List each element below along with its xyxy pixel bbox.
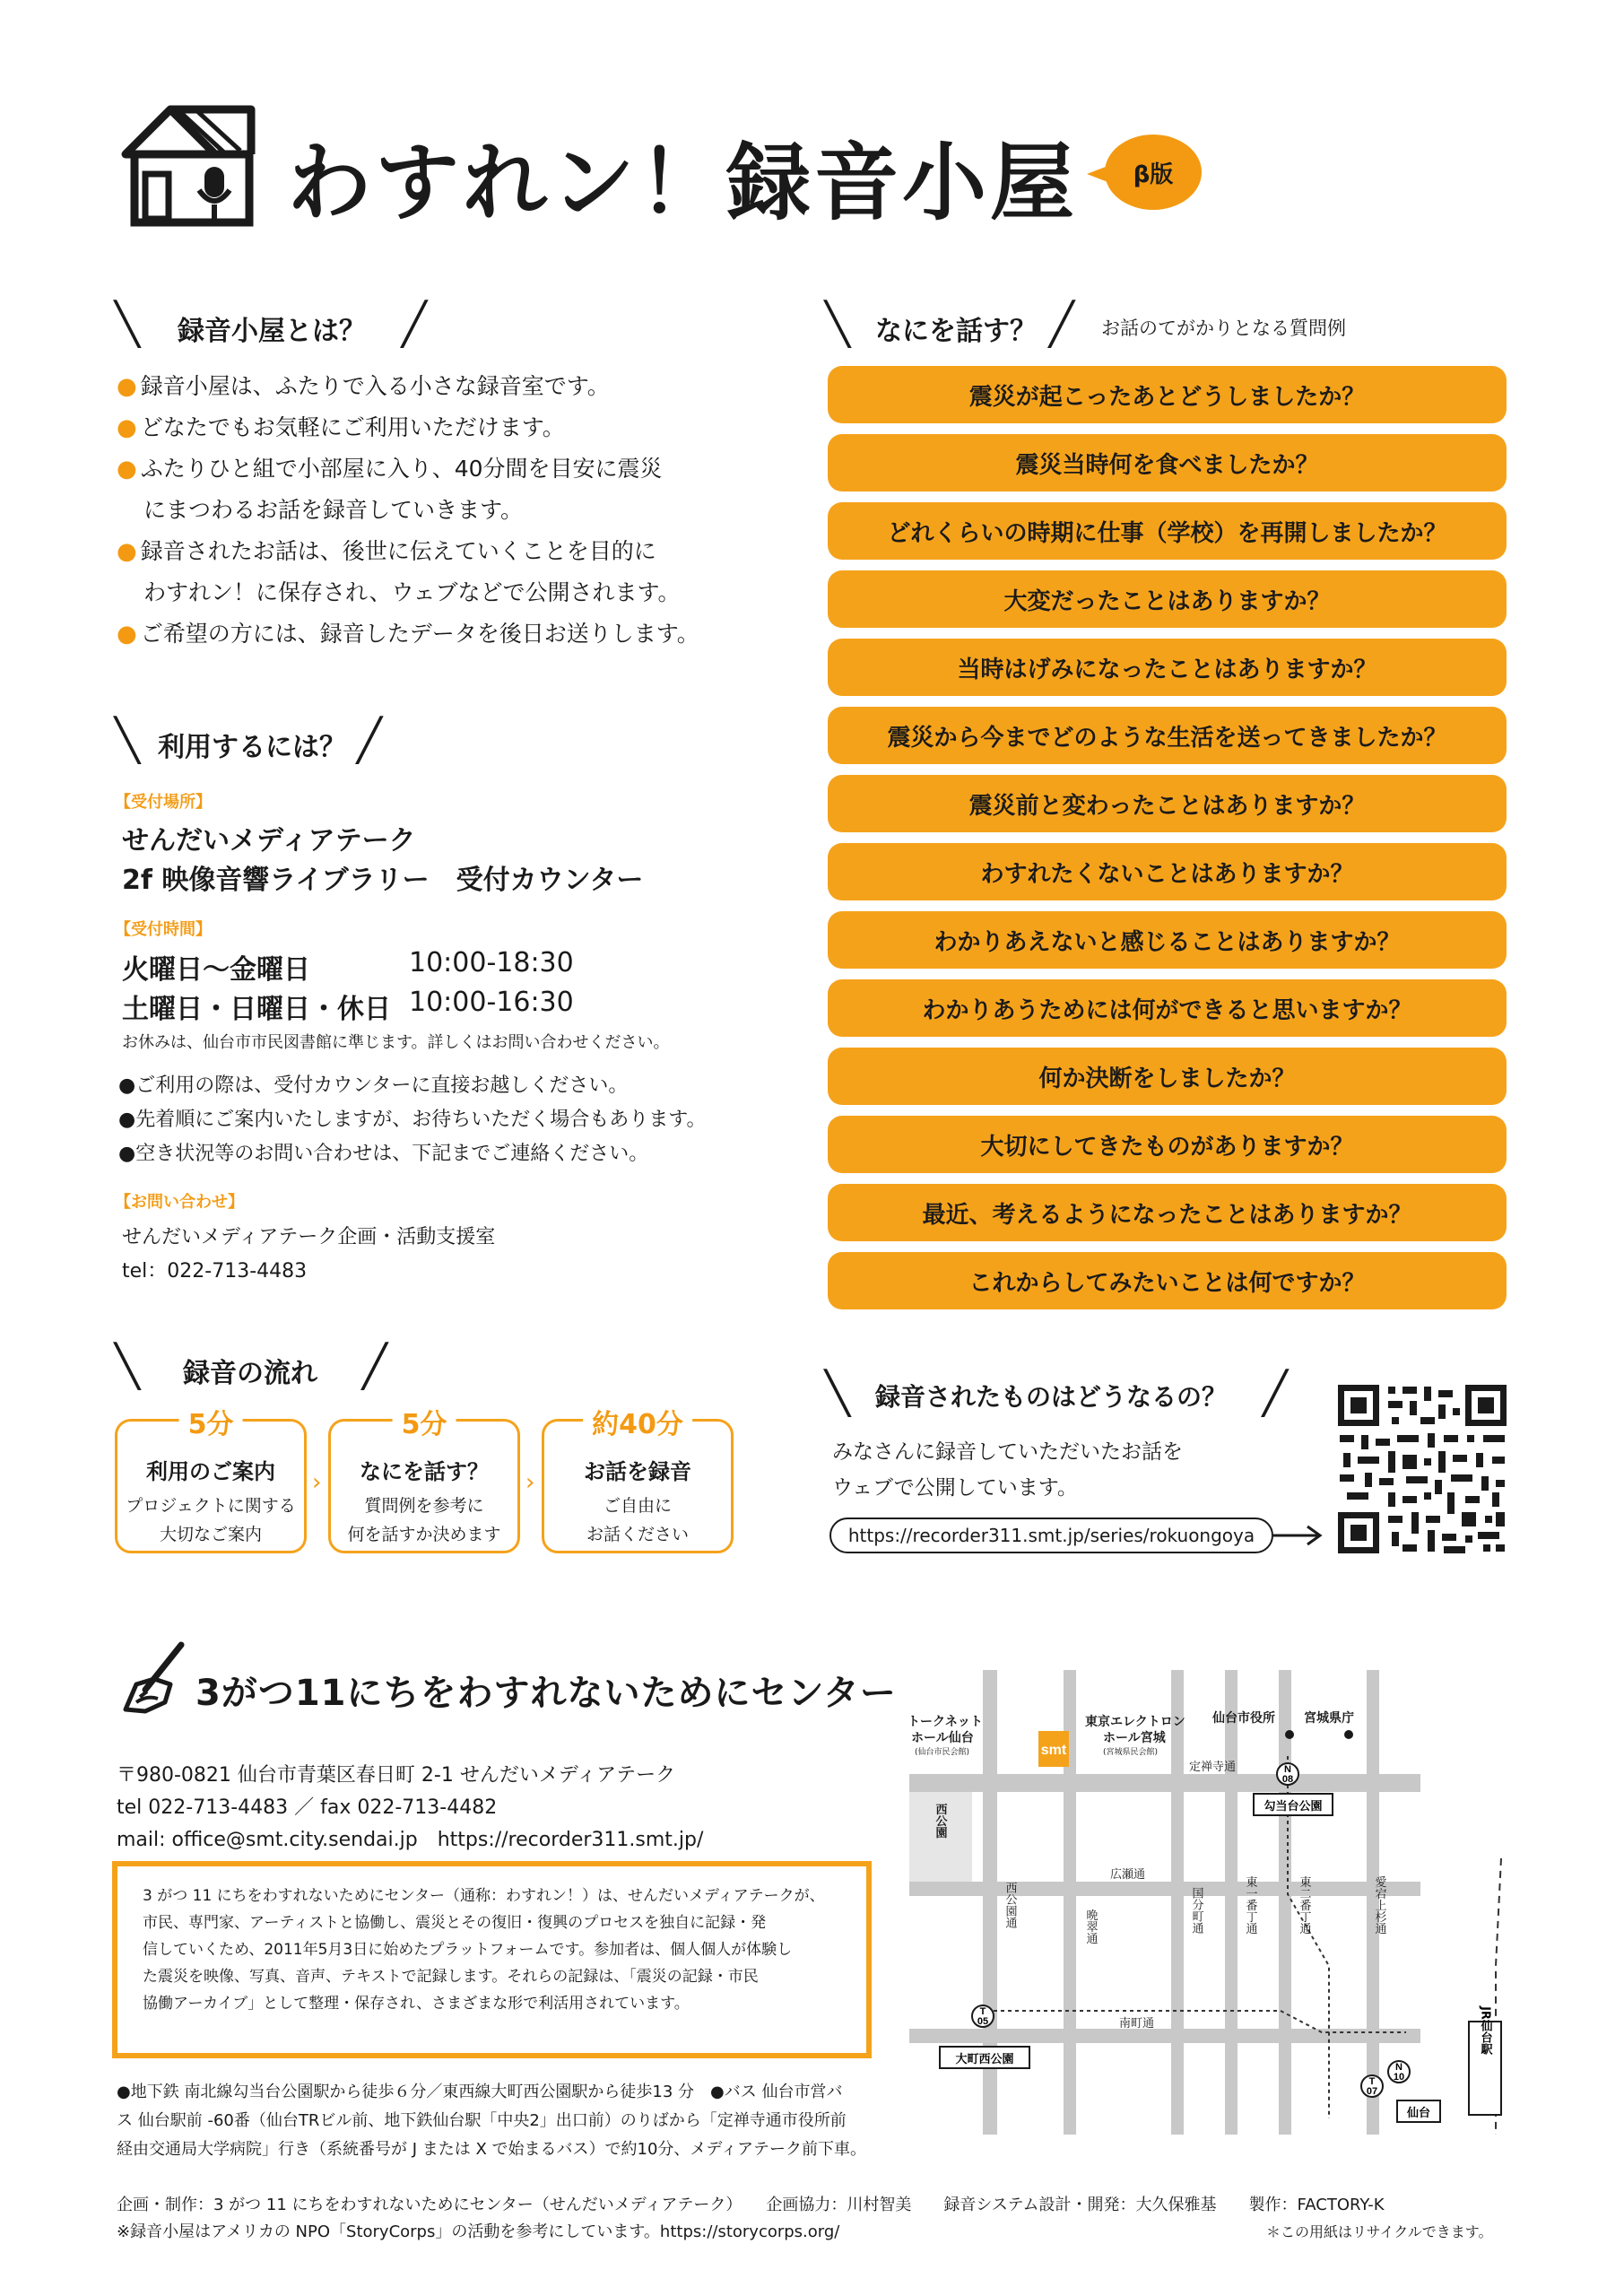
- after-heading: 録音されたものはどうなるの？: [875, 1382, 1228, 1412]
- smt-marker-label: smt: [1040, 1743, 1067, 1758]
- map-label-prefoffice: 宮城県庁: [1304, 1711, 1354, 1726]
- question-pill: 震災が起こったあとどうしましたか？: [828, 366, 1507, 423]
- question-pill: わかりあえないと感じることはありますか？: [828, 911, 1507, 969]
- place-line2: 2f 映像音響ライブラリー 受付カウンター: [122, 865, 644, 896]
- about-item: ● どなたでもお気軽にご利用いただけます。: [117, 414, 565, 441]
- qr-code-icon[interactable]: [1334, 1381, 1510, 1557]
- map-label-higashi2: 東二番丁通: [1297, 1875, 1311, 1935]
- question-pill: 震災前と変わったことはありますか？: [828, 775, 1507, 832]
- center-address: 〒980-0821 仙台市青葉区春日町 2-1 せんだいメディアテーク: [117, 1764, 676, 1787]
- about-heading: 録音小屋とは？: [178, 316, 366, 347]
- station-n10-number: 10: [1393, 2072, 1405, 2083]
- flow-arrow-icon: ›: [525, 1469, 535, 1496]
- flow-step-title: 利用のご案内: [146, 1459, 275, 1484]
- flow-step-title: お話を録音: [584, 1459, 691, 1484]
- map-label-kokubun: 国分町通: [1189, 1887, 1203, 1934]
- pen-hand-icon: [118, 1639, 188, 1715]
- flow-step-topic: [328, 1409, 520, 1553]
- prefoffice-dot-icon: [1344, 1730, 1353, 1739]
- usage-note: ●ご利用の際は、受付カウンターに直接お越しください。: [118, 1074, 629, 1097]
- map-label-higashi1: 東一番丁通: [1243, 1875, 1257, 1935]
- map-road-higashi1: [1225, 1670, 1238, 2135]
- access-map: [904, 1670, 1514, 2135]
- station-t05-letter: T: [979, 2006, 986, 2017]
- topics-subheading: お話のてがかりとなる質問例: [1101, 317, 1346, 339]
- question-pill: 何か決断をしましたか？: [828, 1048, 1507, 1105]
- about-item: ● 録音されたお話は、後世に伝えていくことを目的に: [117, 538, 656, 565]
- station-n08-number: 08: [1281, 1774, 1294, 1785]
- heading-slash-right: ╱: [357, 716, 382, 764]
- flow-step-time: 5分: [179, 1402, 243, 1441]
- map-label-tel1: 東京エレクトロン: [1085, 1715, 1185, 1729]
- map-label-cityhall: 仙台市役所: [1212, 1711, 1275, 1726]
- about-box-line: た震災を映像、写真、音声、テキストで記録します。それらの記録は、「震災の記録・市民: [143, 1968, 759, 1986]
- heading-slash-left: ╲: [825, 300, 850, 348]
- about-item: わすれン！に保存され、ウェブなどで公開されます。: [143, 579, 681, 605]
- map-road-higashi2: [1279, 1670, 1294, 2135]
- question-pill: どれくらいの時期に仕事（学校）を再開しましたか？: [828, 502, 1507, 560]
- about-box-line: 信していくため、2011年5月3日に始めたプラットフォームです。参加者は、個人個人が体験し: [143, 1941, 793, 1959]
- question-pill: これからしてみたいことは何ですか？: [828, 1252, 1507, 1309]
- station-t07-number: 07: [1366, 2086, 1378, 2097]
- page-title: わすれン！録音小屋: [287, 135, 1079, 232]
- usage-note: ●空き状況等のお問い合わせは、下記までご連絡ください。: [118, 1143, 649, 1165]
- flow-heading: 録音の流れ: [183, 1358, 317, 1389]
- access-line: ス 仙台駅前 -60番（仙台TRビル前、地下鉄仙台駅「中央2」出口前）のりばから「定禅寺通市役所前: [117, 2111, 847, 2130]
- weekend-hours: 10:00-16:30: [409, 987, 574, 1018]
- contact-org: せんだいメディアテーク企画・活動支援室: [122, 1226, 496, 1248]
- footer-credits: 企画・制作：3 がつ 11 にちをわすれないためにセンター（せんだいメディアテーク） 企画協力：川村智美 録音システム設計・開発：大久保雅基 製作：FACTORY-K: [117, 2196, 1385, 2214]
- topics-heading: なにを話す？: [875, 316, 1037, 347]
- heading-slash-right: ╱: [362, 1342, 387, 1390]
- place-line1: せんだいメディアテーク: [122, 825, 416, 857]
- usage-heading: 利用するには？: [158, 732, 346, 763]
- map-label-sendai: 仙台: [1406, 2107, 1431, 2120]
- map-label-minamimachi: 南町通: [1119, 2017, 1155, 2031]
- heading-slash-left: ╲: [825, 1369, 850, 1417]
- question-pill: 震災当時何を食べましたか？: [828, 434, 1507, 491]
- flow-step-record: [542, 1409, 734, 1553]
- question-pill: 最近、考えるようになったことはありますか？: [828, 1184, 1507, 1241]
- heading-slash-left: ╲: [115, 300, 140, 348]
- heading-slash-right: ╱: [1263, 1369, 1288, 1417]
- map-label-nishikoen: 西公園: [933, 1803, 947, 1839]
- weekday-hours: 10:00-18:30: [409, 947, 574, 978]
- about-box-line: 協働アーカイブ」として整理・保存され、さまざまな形で利活用されています。: [143, 1995, 690, 2013]
- flow-step-time: 約40分: [583, 1402, 692, 1441]
- center-mail-web: mail: office@smt.city.sendai.jp https://recorder311.smt.jp/: [117, 1829, 704, 1851]
- about-item: ● ふたりひと組で小部屋に入り、40分間を目安に震災: [117, 456, 663, 483]
- heading-slash-left: ╲: [115, 716, 140, 764]
- flow-step-time: 5分: [393, 1402, 456, 1441]
- flow-step-desc: ご自由に お話ください: [586, 1496, 689, 1544]
- map-label-hirose: 広瀬通: [1110, 1868, 1146, 1882]
- map-label-bansui: 晩翠通: [1083, 1909, 1098, 1944]
- heading-slash-right: ╱: [402, 300, 427, 348]
- map-label-tel3: (宮城県民会館): [1103, 1748, 1159, 1757]
- house-mic-logo-icon: [117, 100, 260, 228]
- about-box-line: 市民、専門家、アーティストと協働し、震災とその復旧・復興のプロセスを独自に記録・発: [143, 1914, 767, 1932]
- map-label-kotodai: 勾当台公園: [1264, 1800, 1323, 1813]
- weekend-label: 土曜日・日曜日・休日: [122, 994, 391, 1025]
- about-item: ● 録音小屋は、ふたりで入る小さな録音室です。: [117, 373, 610, 400]
- question-pill: わすれたくないことはありますか？: [828, 843, 1507, 900]
- map-label-tel2: ホール宮城: [1103, 1731, 1166, 1745]
- map-label-tokunet2: ホール仙台: [911, 1731, 974, 1745]
- arrow-right-icon: [1273, 1523, 1324, 1548]
- about-list: [117, 366, 699, 655]
- flow-step-desc: プロジェクトに関する 大切なご案内: [126, 1496, 296, 1544]
- station-t05-number: 05: [977, 2016, 989, 2027]
- question-pill: 大切にしてきたものがありますか？: [828, 1116, 1507, 1173]
- map-label-atago: 愛宕上杉通: [1372, 1875, 1386, 1935]
- about-item: にまつわるお話を録音していきます。: [143, 497, 524, 523]
- map-label-tokunet: トークネット: [908, 1715, 983, 1729]
- map-label-jr: JR仙台駅: [1478, 2006, 1492, 2055]
- map-label-tokunet3: (仙台市民会館): [915, 1748, 970, 1757]
- center-about-box: [112, 1861, 872, 2058]
- about-item: ● ご希望の方には、録音したデータを後日お送りします。: [117, 621, 699, 648]
- contact-tel: tel：022-713-4483: [122, 1260, 308, 1283]
- heading-slash-right: ╱: [1049, 300, 1074, 348]
- hours-tag: 【受付時間】: [115, 920, 212, 939]
- access-line: ●地下鉄 南北線勾当台公園駅から徒歩６分／東西線大町西公園駅から徒歩13 分 ●バス 仙台市営バ: [117, 2083, 843, 2101]
- usage-note: ●先着順にご案内いたしますが、お待ちいただく場合もあります。: [118, 1109, 707, 1131]
- question-pill: 震災から今までどのような生活を送ってきましたか？: [828, 707, 1507, 764]
- about-box-line: 3 がつ 11 にちをわすれないためにセンター（通称：わすれン！）は、せんだいメディアテークが、: [143, 1887, 825, 1905]
- access-line: 経由交通局大学病院」行き（系統番号が J または X で始まるバス）で約10分、メディアテーク前下車。: [117, 2140, 866, 2159]
- place-tag: 【受付場所】: [115, 793, 212, 812]
- weekday-label: 火曜日〜金曜日: [122, 954, 310, 986]
- recordings-url-link[interactable]: https://recorder311.smt.jp/series/rokuongoya: [829, 1518, 1273, 1553]
- after-line1: みなさんに録音していただいたお話を: [832, 1440, 1183, 1464]
- station-n10-letter: N: [1395, 2062, 1403, 2073]
- after-line2: ウェブで公開しています。: [832, 1476, 1078, 1500]
- map-label-nishikoen-dori: 西公園通: [1003, 1882, 1017, 1928]
- contact-tag: 【お問い合わせ】: [115, 1193, 244, 1212]
- footer-recycle: ＊この用紙はリサイクルできます。: [1266, 2223, 1493, 2240]
- station-t07-letter: T: [1368, 2076, 1376, 2087]
- usage-notes: [118, 1069, 706, 1171]
- map-label-omachi: 大町西公園: [955, 2053, 1014, 2066]
- center-title: 3がつ11にちをわすれないためにセンター: [195, 1673, 897, 1714]
- flow-arrow-icon: ›: [312, 1469, 322, 1496]
- flow-step-desc: 質問例を参考に 何を話すか決めます: [347, 1496, 501, 1544]
- map-road-kokubun: [1171, 1670, 1184, 2135]
- footer-note: ※録音小屋はアメリカの NPO「StoryCorps」の活動を参考にしています。https://storycorps.org/: [117, 2222, 840, 2241]
- question-pill: 当時はげみになったことはありますか？: [828, 639, 1507, 696]
- cityhall-dot-icon: [1285, 1730, 1294, 1739]
- question-pill: わかりあうためには何ができると思いますか？: [828, 979, 1507, 1037]
- flow-step-title: なにを話す？: [360, 1459, 489, 1484]
- station-n08-letter: N: [1284, 1764, 1291, 1775]
- question-pill: 大変だったことはありますか？: [828, 570, 1507, 628]
- heading-slash-left: ╲: [115, 1342, 140, 1390]
- holiday-note: お休みは、仙台市市民図書館に準じます。詳しくはお問い合わせください。: [122, 1033, 670, 1052]
- center-telfax: tel 022-713-4483 ／ fax 022-713-4482: [117, 1796, 498, 1819]
- flow-step-guide: [115, 1409, 307, 1553]
- map-label-jozenji: 定禅寺通: [1189, 1761, 1237, 1774]
- beta-badge: β版: [1105, 135, 1202, 210]
